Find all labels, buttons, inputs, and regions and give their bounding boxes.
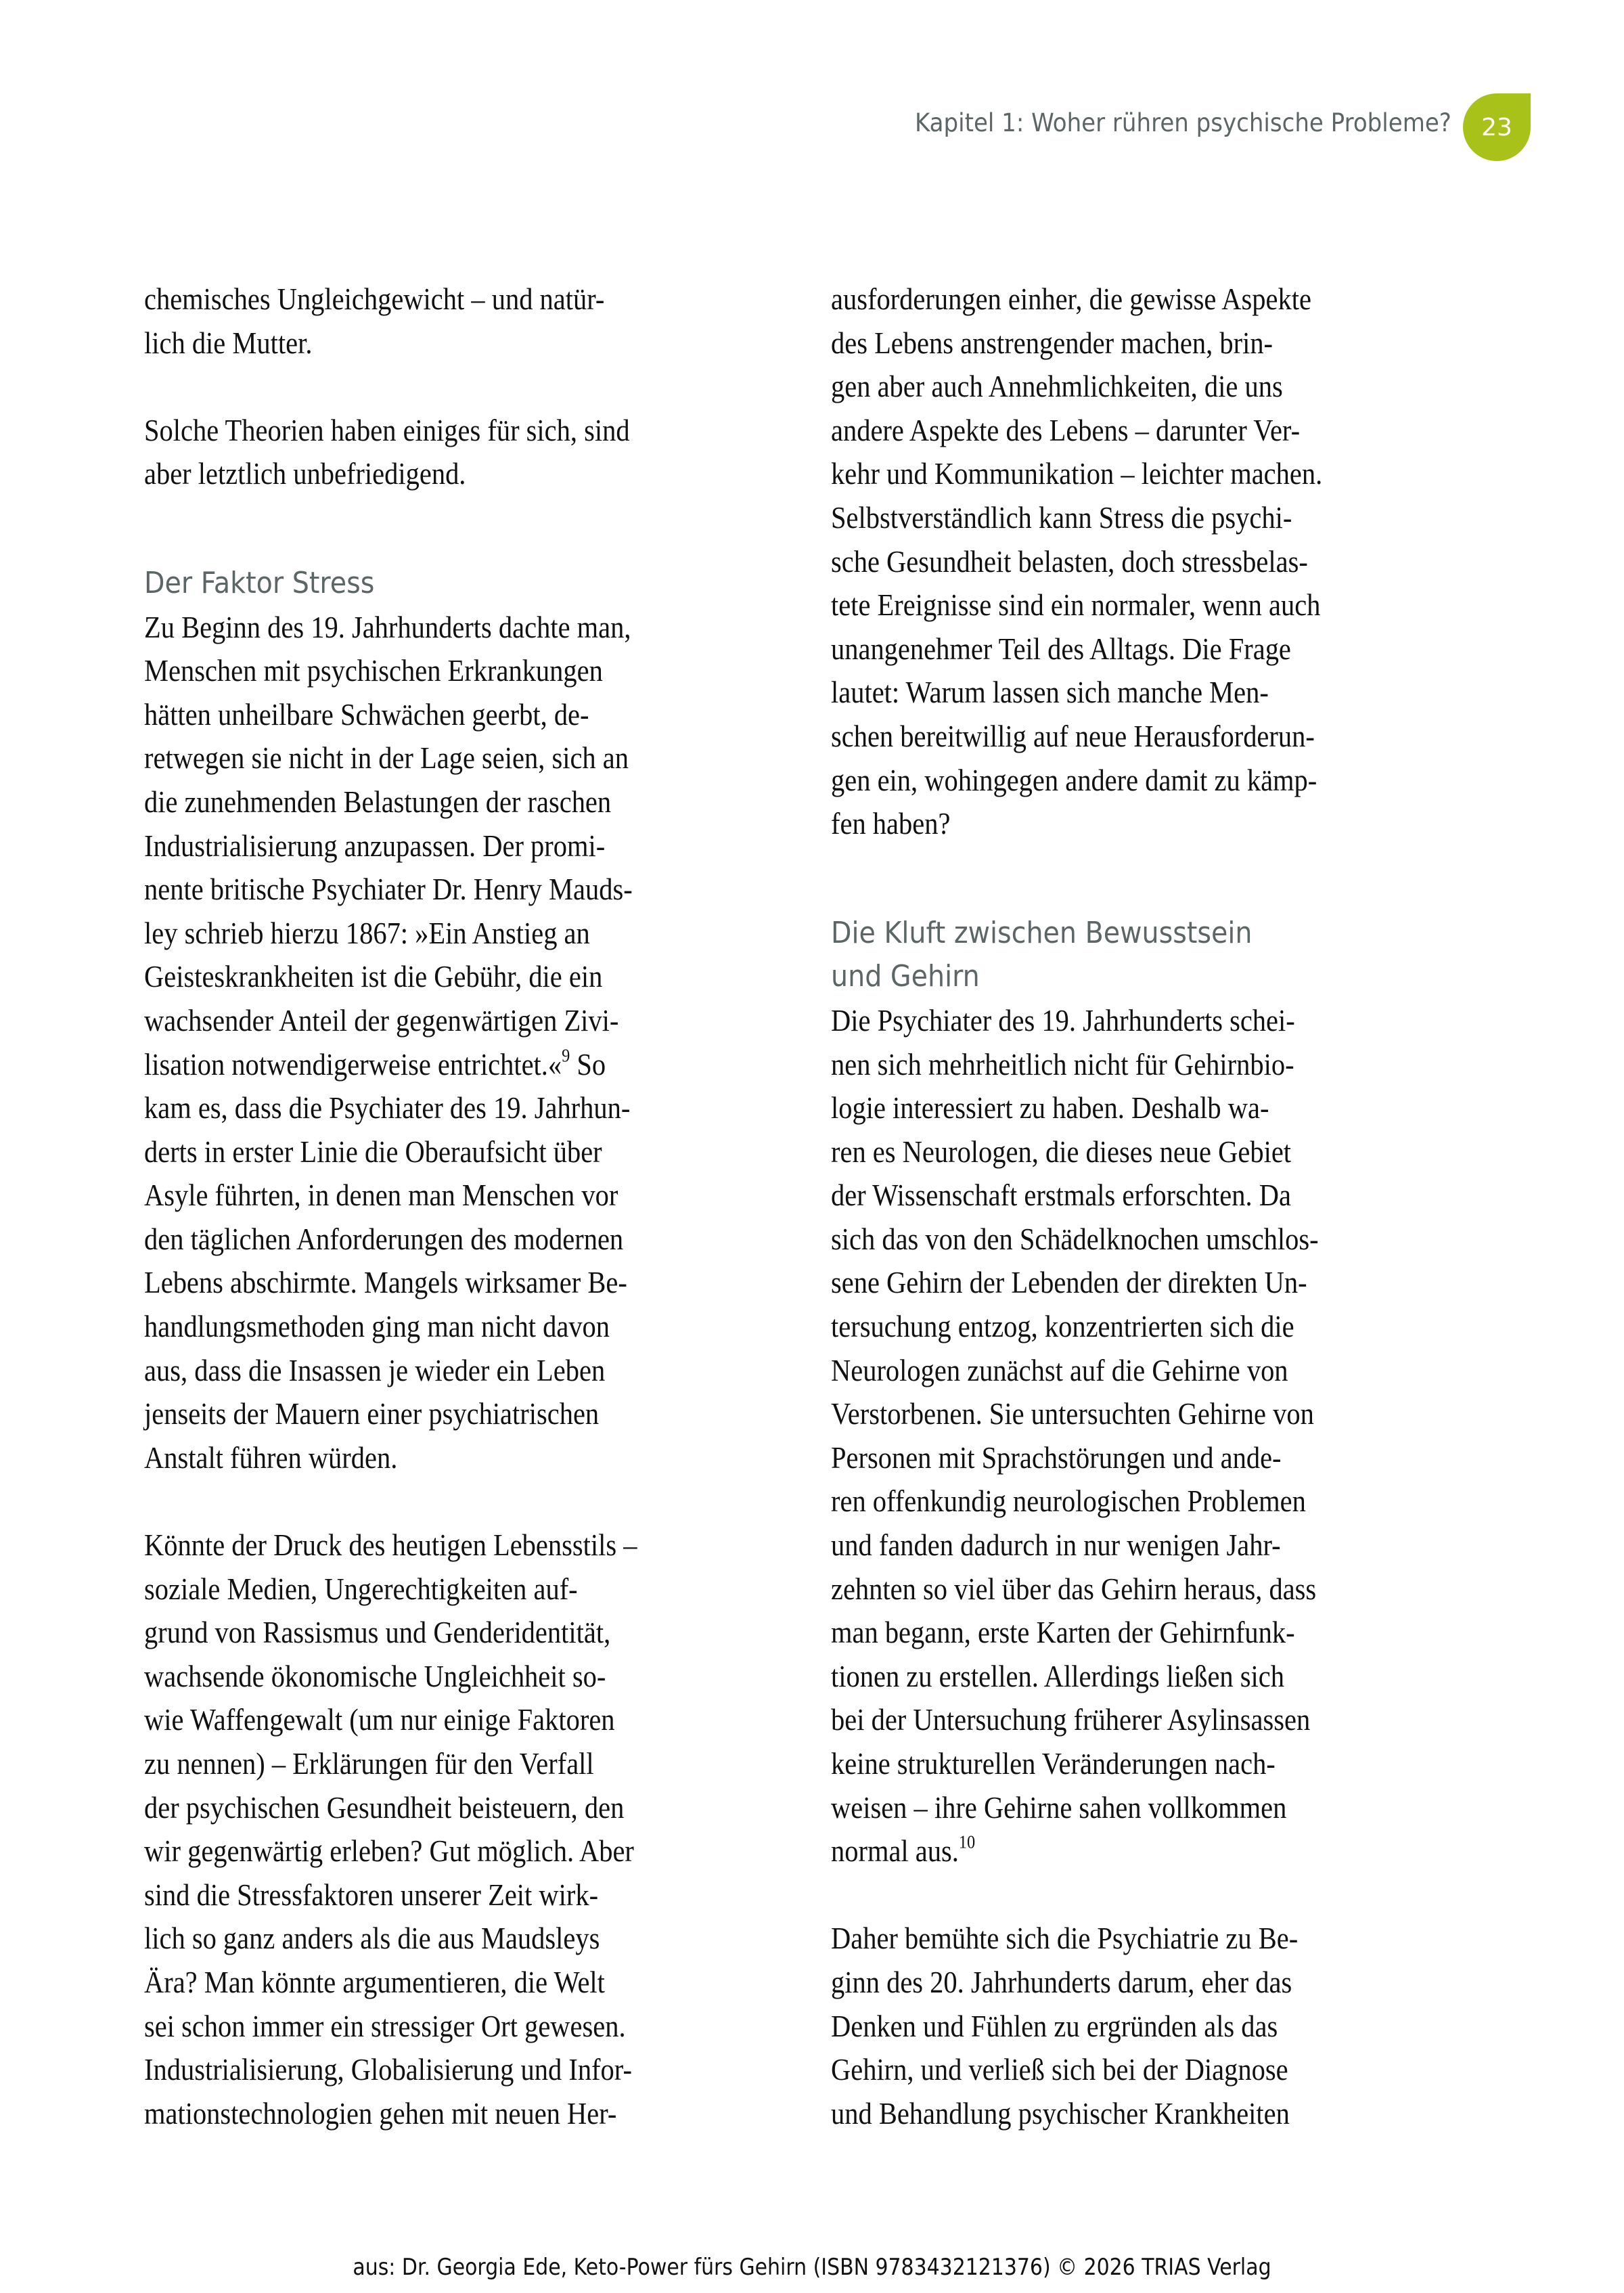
text-line: sene Gehirn der Lebenden der direkten Un-	[831, 1265, 1307, 1300]
text-line: man begann, erste Karten der Gehirnfunk-	[831, 1615, 1295, 1650]
text-line: unangenehmer Teil des Alltags. Die Frage	[831, 631, 1291, 666]
text-line: Zu Beginn des 19. Jahrhunderts dachte man,	[144, 609, 631, 644]
text-line: Ära? Man könnte argumentieren, die Welt	[144, 1964, 605, 1999]
text-line: ginn des 20. Jahrhunderts darum, eher das	[831, 1964, 1292, 1999]
paragraph-theories	[144, 409, 767, 496]
text-line: gen ein, wohingegen andere damit zu kämp-	[831, 762, 1317, 797]
page-number-badge	[1463, 93, 1531, 161]
text-line: zu nennen) – Erklärungen für den Verfall	[144, 1746, 594, 1781]
running-head-chapter-title: Kapitel 1: Woher rühren psychische Probleme?	[915, 108, 1451, 137]
text-line: nente britische Psychiater Dr. Henry Mauds-	[144, 872, 633, 907]
text-line: ley schrieb hierzu 1867: »Ein Anstieg an	[144, 915, 590, 950]
text-line: keine strukturellen Veränderungen nach-	[831, 1746, 1276, 1781]
left-column	[144, 277, 767, 2135]
text-line: kam es, dass die Psychiater des 19. Jahrhun-	[144, 1090, 631, 1126]
text-line: soziale Medien, Ungerechtigkeiten auf-	[144, 1571, 578, 1606]
text-line: tete Ereignisse sind ein normaler, wenn auch	[831, 587, 1321, 623]
text-line: den täglichen Anforderungen des modernen	[144, 1221, 624, 1256]
footnote-ref-9[interactable]: 9	[562, 1044, 570, 1066]
text-line: aber letztlich unbefriedigend.	[144, 456, 466, 491]
source-citation-footer: aus: Dr. Georgia Ede, Keto-Power fürs Gehirn (ISBN 9783432121376) © 2026 TRIAS Verlag	[353, 2254, 1271, 2281]
text-line: sche Gesundheit belasten, doch stressbelas-	[831, 543, 1308, 579]
text-line: Solche Theorien haben einiges für sich, sind	[144, 412, 630, 447]
text-line: schen bereitwillig auf neue Herausforderun-	[831, 718, 1315, 753]
text-line: ausforderungen einher, die gewisse Aspekte	[831, 282, 1311, 316]
text-line: wachsende ökonomische Ungleichheit so-	[144, 1658, 606, 1693]
paragraph-continued	[831, 277, 1453, 846]
text-line: Verstorbenen. Sie untersuchten Gehirne von	[831, 1396, 1314, 1431]
paragraph-intro-end	[144, 277, 767, 365]
text-line: jenseits der Mauern einer psychiatrischen	[144, 1396, 600, 1431]
text-line: des Lebens anstrengender machen, brin-	[831, 325, 1273, 360]
text-line: Anstalt führen würden.	[144, 1440, 398, 1475]
text-line: tersuchung entzog, konzentrierten sich die	[831, 1309, 1294, 1344]
text-line: grund von Rassismus und Genderidentität,	[144, 1615, 611, 1650]
text-line: handlungsmethoden ging man nicht davon	[144, 1309, 610, 1344]
text-line: mationstechnologien gehen mit neuen Her-	[144, 2095, 617, 2131]
text-line: Die Psychiater des 19. Jahrhunderts schei-	[831, 1002, 1295, 1038]
text-line: bei der Untersuchung früherer Asylinsassen	[831, 1702, 1311, 1737]
text-line: gen aber auch Annehmlichkeiten, die uns	[831, 369, 1283, 404]
right-column	[831, 277, 1453, 2135]
text-line: lautet: Warum lassen sich manche Men-	[831, 675, 1269, 710]
text-line: Geisteskrankheiten ist die Gebühr, die ein	[144, 959, 603, 994]
text-line: Neurologen zunächst auf die Gehirne von	[831, 1352, 1288, 1387]
text-line: zehnten so viel über das Gehirn heraus, dass	[831, 1571, 1317, 1606]
text-line: ren es Neurologen, die dieses neue Gebiet	[831, 1134, 1292, 1169]
text-line: Personen mit Sprachstörungen und ande-	[831, 1440, 1282, 1475]
text-line: die zunehmenden Belastungen der raschen	[144, 784, 612, 819]
text-line: wir gegenwärtig erleben? Gut möglich. Aber	[144, 1833, 634, 1869]
text-line: und fanden dadurch in nur wenigen Jahr-	[831, 1528, 1281, 1563]
text-line: hätten unheilbare Schwächen geerbt, de-	[144, 696, 589, 732]
heading-line: Die Kluft zwischen Bewusstsein	[831, 915, 1253, 950]
text-line: aus, dass die Insassen je wieder ein Leben	[144, 1352, 606, 1387]
text-line	[144, 1043, 692, 1087]
text-line: lich so ganz anders als die aus Maudsleys	[144, 1921, 600, 1956]
text-line: Asyle führten, in denen man Menschen vor	[144, 1178, 618, 1213]
paragraph-brain-gap	[831, 999, 1453, 1873]
text-line: retwegen sie nicht in der Lage seien, sich an	[144, 740, 629, 776]
text-line: Daher bemühte sich die Psychiatrie zu Be-	[831, 1921, 1299, 1956]
paragraph-20th-century	[831, 1917, 1453, 2135]
text-line: wie Waffengewalt (um nur einige Faktoren	[144, 1702, 615, 1737]
paragraph-modern-stress	[144, 1523, 767, 2135]
text-line: chemisches Ungleichgewicht – und natür-	[144, 282, 605, 316]
text-line: nen sich mehrheitlich nicht für Gehirnbio-	[831, 1046, 1294, 1082]
text-line: Gehirn, und verließ sich bei der Diagnose	[831, 2052, 1288, 2087]
text-span: normal aus.	[831, 1833, 959, 1869]
text-line: und Behandlung psychischer Krankheiten	[831, 2095, 1290, 2131]
text-line	[831, 1829, 1379, 1873]
text-line: Selbstverständlich kann Stress die psychi-	[831, 499, 1292, 535]
section-heading-gap	[831, 912, 1453, 999]
text-span: So	[570, 1046, 606, 1082]
paragraph-stress	[144, 606, 767, 1480]
text-line: sind die Stressfaktoren unserer Zeit wirk-	[144, 1877, 599, 1912]
section-heading-stress: Der Faktor Stress	[144, 565, 375, 600]
text-line: Lebens abschirmte. Mangels wirksamer Be-	[144, 1265, 627, 1300]
text-line: Denken und Fühlen zu ergründen als das	[831, 2008, 1278, 2043]
text-line: ren offenkundig neurologischen Problemen	[831, 1484, 1306, 1519]
text-line: Industrialisierung anzupassen. Der promi-	[144, 828, 606, 863]
footnote-ref-10[interactable]: 10	[958, 1831, 976, 1852]
text-line: lich die Mutter.	[144, 325, 313, 360]
text-line: Menschen mit psychischen Erkrankungen	[144, 653, 603, 688]
text-line: Industrialisierung, Globalisierung und Infor-	[144, 2052, 632, 2087]
page-number: 23	[1481, 113, 1512, 141]
text-line: der psychischen Gesundheit beisteuern, den	[144, 1789, 625, 1825]
text-line: sei schon immer ein stressiger Ort gewesen.	[144, 2008, 626, 2043]
text-line: fen haben?	[831, 806, 951, 841]
text-line: andere Aspekte des Lebens – darunter Ver-	[831, 412, 1301, 447]
text-line: derts in erster Linie die Oberaufsicht über	[144, 1134, 602, 1169]
text-line: weisen – ihre Gehirne sahen vollkommen	[831, 1789, 1287, 1825]
text-line: logie interessiert zu haben. Deshalb wa-	[831, 1090, 1269, 1126]
text-line: sich das von den Schädelknochen umschlos-	[831, 1221, 1319, 1256]
text-line: wachsender Anteil der gegenwärtigen Zivi-	[144, 1002, 619, 1038]
text-line: der Wissenschaft erstmals erforschten. Da	[831, 1178, 1291, 1213]
heading-line: und Gehirn	[831, 959, 980, 994]
text-span: lisation notwendigerweise entrichtet.«	[144, 1046, 562, 1082]
text-line: tionen zu erstellen. Allerdings ließen sich	[831, 1658, 1284, 1693]
text-line: kehr und Kommunikation – leichter machen.	[831, 456, 1323, 491]
text-line: Könnte der Druck des heutigen Lebensstils –	[144, 1528, 637, 1563]
